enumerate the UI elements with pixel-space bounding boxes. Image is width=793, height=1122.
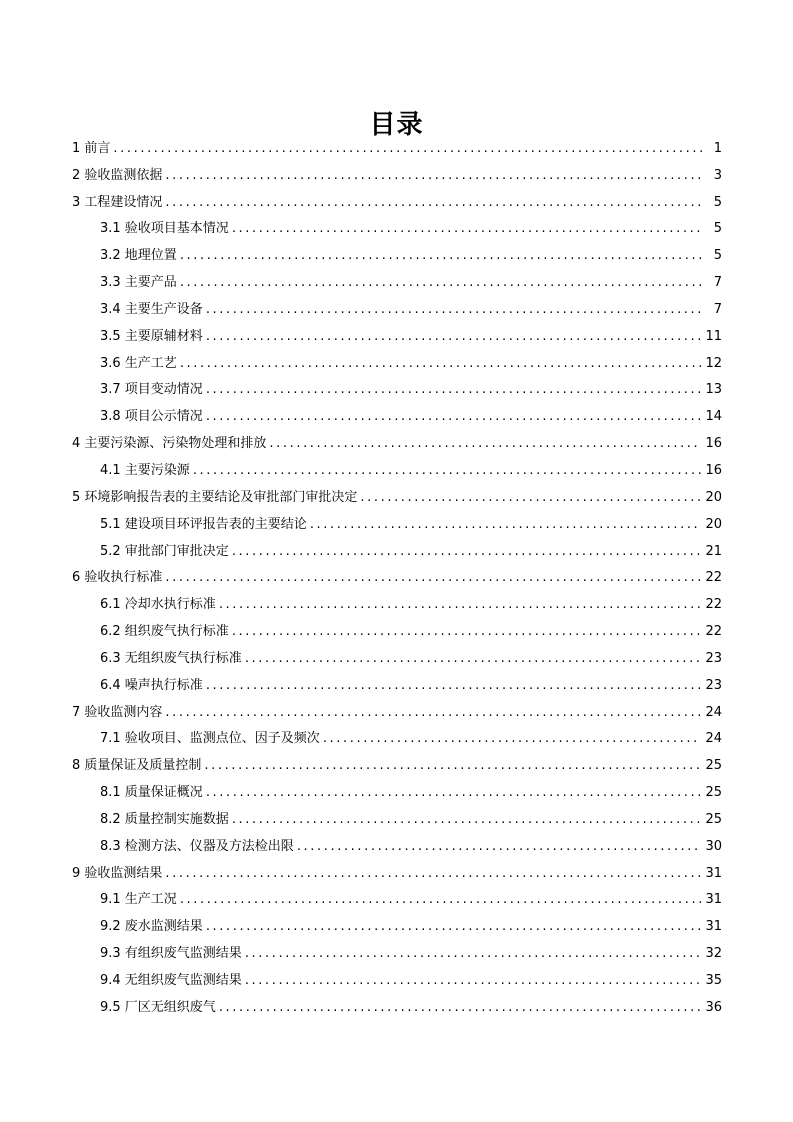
toc-entry-label: 5.1 建设项目环评报告表的主要结论 — [100, 516, 307, 532]
toc-dot-leader — [245, 651, 702, 667]
toc-page-number: 32 — [705, 946, 722, 962]
toc-entry[interactable] — [72, 372, 722, 399]
toc-entry-label: 8.1 质量保证概况 — [100, 785, 203, 801]
toc-entry-label: 3.8 项目公示情况 — [100, 409, 203, 425]
toc-dot-leader — [245, 946, 702, 962]
toc-entry[interactable] — [72, 640, 722, 667]
toc-entry-label: 5.2 审批部门审批决定 — [100, 543, 229, 559]
toc-page-number: 5 — [713, 221, 722, 237]
toc-dot-leader — [180, 892, 702, 908]
toc-dot-leader — [219, 597, 702, 613]
toc-entry-label: 7.1 验收项目、监测点位、因子及频次 — [100, 731, 320, 747]
toc-entry[interactable] — [72, 264, 722, 291]
toc-dot-leader — [206, 919, 702, 935]
toc-page-number: 25 — [705, 758, 722, 774]
toc-entry-label: 3.7 项目变动情况 — [100, 382, 203, 398]
table-of-contents — [72, 130, 722, 1016]
toc-page-number: 14 — [705, 409, 722, 425]
toc-entry-label: 8.3 检测方法、仪器及方法检出限 — [100, 838, 294, 854]
toc-dot-leader — [165, 195, 704, 211]
toc-page-number: 7 — [713, 301, 722, 317]
toc-entry-label: 6.1 冷却水执行标准 — [100, 597, 216, 613]
toc-page-number: 11 — [705, 328, 722, 344]
toc-page-number: 31 — [705, 919, 722, 935]
toc-entry[interactable] — [72, 935, 722, 962]
toc-entry[interactable] — [72, 452, 722, 479]
toc-page-number: 23 — [705, 650, 722, 666]
toc-dot-leader — [219, 1000, 702, 1016]
toc-dot-leader — [232, 624, 702, 640]
toc-page-number: 16 — [705, 436, 722, 452]
toc-page-number: 31 — [705, 865, 722, 881]
toc-dot-leader — [180, 356, 702, 372]
toc-entry[interactable] — [72, 721, 722, 748]
toc-entry-label: 3 工程建设情况 — [72, 194, 163, 210]
toc-page-number: 7 — [713, 275, 722, 291]
toc-entry[interactable] — [72, 318, 722, 345]
toc-page-number: 5 — [713, 194, 722, 210]
toc-page-number: 35 — [705, 973, 722, 988]
toc-page-number: 12 — [705, 355, 722, 371]
toc-entry-label: 9.1 生产工况 — [100, 892, 177, 908]
toc-dot-leader — [165, 570, 701, 586]
toc-entry[interactable] — [72, 130, 722, 157]
toc-dot-leader — [180, 248, 704, 264]
toc-entry-label: 3.6 生产工艺 — [100, 355, 177, 371]
toc-page-number: 5 — [713, 248, 722, 264]
toc-entry-label: 6.3 无组织废气执行标准 — [100, 650, 242, 666]
toc-page-number: 23 — [705, 677, 722, 693]
toc-entry[interactable] — [72, 291, 722, 318]
toc-page-number: 31 — [705, 892, 722, 908]
toc-entry-label: 3.2 地理位置 — [100, 248, 177, 264]
toc-dot-leader — [245, 973, 702, 989]
page-title: 目录 — [369, 110, 424, 141]
toc-entry-label: 6.2 组织废气执行标准 — [100, 624, 229, 640]
toc-dot-leader — [360, 490, 701, 506]
toc-entry[interactable] — [72, 747, 722, 774]
toc-page-number: 30 — [705, 838, 722, 854]
toc-page-number: 25 — [705, 785, 722, 801]
toc-dot-leader — [180, 275, 704, 291]
toc-entry[interactable] — [72, 533, 722, 560]
toc-page-number: 1 — [713, 140, 722, 156]
toc-dot-leader — [206, 329, 702, 345]
toc-entry[interactable] — [72, 184, 722, 211]
toc-dot-leader — [165, 866, 701, 882]
toc-entry[interactable] — [72, 157, 722, 184]
toc-entry-label: 2 验收监测依据 — [72, 167, 163, 183]
toc-entry-label: 3.1 验收项目基本情况 — [100, 221, 229, 237]
toc-entry-label: 7 验收监测内容 — [72, 704, 163, 720]
toc-entry[interactable] — [72, 774, 722, 801]
toc-entry-label: 1 前言 — [72, 140, 111, 156]
toc-entry[interactable] — [72, 237, 722, 264]
toc-entry[interactable] — [72, 801, 722, 828]
toc-page-number: 36 — [705, 999, 722, 1015]
toc-entry[interactable] — [72, 855, 722, 882]
toc-entry-label: 9.2 废水监测结果 — [100, 919, 203, 935]
toc-dot-leader — [206, 382, 702, 398]
toc-dot-leader — [269, 436, 701, 452]
toc-dot-leader — [323, 731, 702, 747]
toc-entry-label: 3.5 主要原辅材料 — [100, 328, 203, 344]
toc-entry[interactable] — [72, 425, 722, 452]
toc-dot-leader — [193, 463, 702, 479]
toc-entry[interactable] — [72, 560, 722, 587]
toc-entry-label: 9.5 厂区无组织废气 — [100, 999, 216, 1015]
toc-page-number: 3 — [713, 167, 722, 183]
toc-entry-label: 3.4 主要生产设备 — [100, 301, 203, 317]
toc-entry[interactable] — [72, 828, 722, 855]
toc-entry[interactable] — [72, 694, 722, 721]
toc-page-number: 22 — [705, 570, 722, 586]
toc-entry[interactable] — [72, 479, 722, 506]
toc-entry-label: 9 验收监测结果 — [72, 865, 163, 881]
toc-entry[interactable] — [72, 211, 722, 238]
toc-page-number: 20 — [705, 516, 722, 532]
toc-entry[interactable] — [72, 962, 722, 989]
toc-dot-leader — [232, 544, 702, 560]
toc-entry[interactable] — [72, 506, 722, 533]
toc-entry[interactable] — [72, 345, 722, 372]
toc-page-number: 25 — [705, 811, 722, 827]
toc-entry[interactable] — [72, 989, 722, 1016]
toc-dot-leader — [297, 839, 702, 855]
toc-entry-label: 9.3 有组织废气监测结果 — [100, 946, 242, 962]
toc-entry-label: 9.4 无组织废气监测结果 — [100, 973, 242, 988]
toc-page-number: 24 — [705, 731, 722, 747]
toc-entry-label: 3.3 主要产品 — [100, 275, 177, 291]
toc-entry-label: 8.2 质量控制实施数据 — [100, 811, 229, 827]
toc-dot-leader — [206, 302, 704, 318]
toc-page-number: 13 — [705, 382, 722, 398]
toc-entry-label: 4 主要污染源、污染物处理和排放 — [72, 436, 267, 452]
toc-entry-label: 4.1 主要污染源 — [100, 462, 190, 478]
toc-entry[interactable] — [72, 667, 722, 694]
toc-dot-leader — [310, 517, 702, 533]
toc-page-number: 21 — [705, 543, 722, 559]
toc-entry[interactable] — [72, 882, 722, 909]
toc-entry-label: 6 验收执行标准 — [72, 570, 163, 586]
toc-entry[interactable] — [72, 398, 722, 425]
toc-entry-label: 8 质量保证及质量控制 — [72, 758, 202, 774]
toc-entry-label: 6.4 噪声执行标准 — [100, 677, 203, 693]
toc-page-number: 24 — [705, 704, 722, 720]
toc-dot-leader — [204, 758, 701, 774]
toc-dot-leader — [206, 409, 702, 425]
toc-dot-leader — [206, 678, 702, 694]
toc-dot-leader — [232, 812, 702, 828]
toc-page-number: 22 — [705, 624, 722, 640]
toc-page-number: 16 — [705, 462, 722, 478]
toc-dot-leader — [206, 785, 702, 801]
toc-dot-leader — [113, 141, 704, 157]
toc-dot-leader — [165, 168, 704, 184]
toc-entry-label: 5 环境影响报告表的主要结论及审批部门审批决定 — [72, 489, 358, 505]
toc-entry[interactable] — [72, 586, 722, 613]
toc-entry[interactable] — [72, 908, 722, 935]
toc-page-number: 22 — [705, 597, 722, 613]
toc-entry[interactable] — [72, 613, 722, 640]
toc-page-number: 20 — [705, 489, 722, 505]
toc-dot-leader — [232, 221, 704, 237]
toc-dot-leader — [165, 705, 701, 721]
